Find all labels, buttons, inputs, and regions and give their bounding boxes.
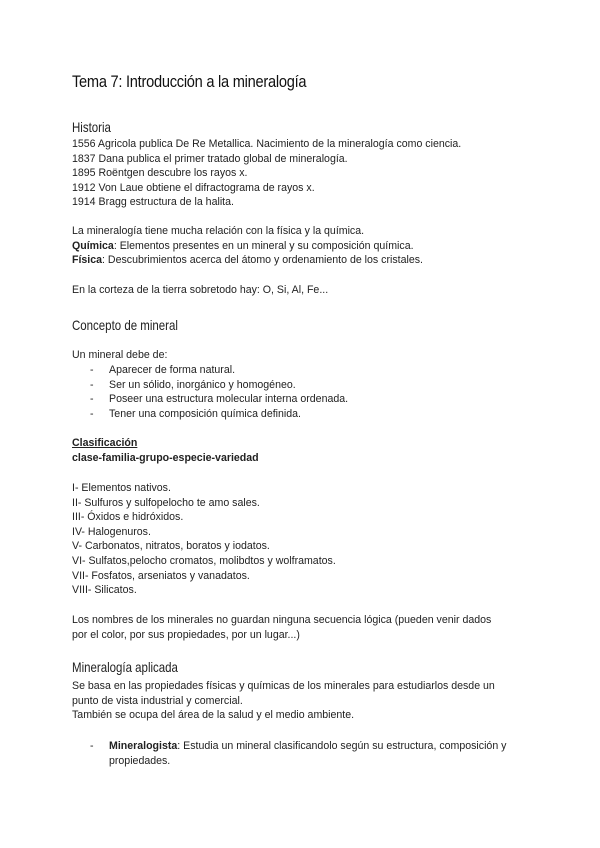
fisica-text: : Descubrimientos acerca del átomo y ordenamiento de los cristales. xyxy=(102,254,423,267)
historia-relations xyxy=(72,224,423,268)
class-item: I- Elementos nativos. xyxy=(72,482,171,494)
class-item: V- Carbonatos, nitratos, boratos y iodatos. xyxy=(72,540,270,553)
historia-events xyxy=(72,137,461,210)
mineralogista-text: : Estudia un mineral clasificandolo según su estructura, composición y propiedades. xyxy=(109,740,507,767)
dash-marker: - xyxy=(90,378,94,391)
history-event: 1837 Dana publica el primer tratado global de mineralogía. xyxy=(72,152,348,165)
dash-marker: - xyxy=(90,364,94,376)
relation-text: La mineralogía tiene mucha relación con la física y la química. xyxy=(72,225,365,237)
fisica-label: Física xyxy=(72,254,103,267)
fisica-line xyxy=(72,253,423,268)
dash-marker: - xyxy=(90,407,94,420)
clasificacion-classes xyxy=(72,481,336,598)
dash-marker: - xyxy=(90,393,94,406)
page-title: Tema 7: Introducción a la mineralogía xyxy=(72,72,307,91)
note-line: por el color, por sus propiedades, por un lugar...) xyxy=(72,628,300,641)
class-item: VIII- Silicatos. xyxy=(72,584,137,597)
aplicada-paragraphs xyxy=(72,679,495,723)
class-item: VI- Sulfatos,pelocho cromatos, molibdtos y wolframatos. xyxy=(72,554,336,567)
class-item: VII- Fosfatos, arseniatos y vanadatos. xyxy=(72,569,250,582)
section-heading-historia: Historia xyxy=(72,119,111,135)
aplicada-line: También se ocupa del área de la salud y el medio ambiente. xyxy=(72,709,355,722)
history-event: 1912 Von Laue obtiene el difractograma de rayos x. xyxy=(72,181,315,194)
clasificacion-heading: Clasificación xyxy=(72,437,138,449)
history-event: 1914 Bragg estructura de la halita. xyxy=(72,196,234,209)
clasificacion-note xyxy=(72,613,491,642)
concepto-intro: Un mineral debe de: xyxy=(72,349,168,361)
class-item: III- Óxidos e hidróxidos. xyxy=(72,511,184,524)
section-heading-aplicada: Mineralogía aplicada xyxy=(72,659,178,675)
history-event: 1556 Agricola publica De Re Metallica. Nacimiento de la mineralogía como ciencia. xyxy=(72,138,462,150)
clasificacion-subheading: clase-familia-grupo-especie-variedad xyxy=(72,451,259,464)
mineralogista-label: Mineralogista xyxy=(109,740,178,752)
dash-marker: - xyxy=(90,740,94,752)
quimica-label: Química xyxy=(72,239,114,252)
corteza-text: En la corteza de la tierra sobretodo hay: O, Si, Al, Fe... xyxy=(72,284,329,296)
aplicada-line: Se basa en las propiedades físicas y químicas de los minerales para estudiarlos desde un xyxy=(72,680,495,692)
aplicada-line: punto de vista industrial y comercial. xyxy=(72,694,243,707)
class-item: IV- Halogenuros. xyxy=(72,525,151,538)
quimica-line xyxy=(72,239,423,254)
document-page: Tema 7: Introducción a la mineralogía Historia 1556 Agricola publica De Re Metallica. Nacimiento de la mineralogía como ciencia. 1837 Dana publica el primer tratado global de mineralogía. 1895 Roëntgen descubre los rayos x. 1912 Von Laue obtiene el difractograma de rayos x. 1914 Bragg estructura de la halita. La mineralogía tiene mucha relación con la física y la química. Química: Elementos presentes en un mineral y su composición química. Física: Descubrimientos acerca del átomo y ordenamiento de los cristales. En la corteza de la tierra sobretodo hay: O, Si, Al, Fe... Concepto de mineral Un mineral debe de: - Aparecer de forma natural. - Ser un sólido, inorgánico y homogéneo. - Poseer una estructura molecular interna ordenada. - Tener una composición química definida. Clasificación clase-familia-grupo-especie-variedad I- Elementos nativos. II- Sulfuros y sulfopelocho te amo sales. III- Óxidos e hidróxidos. IV- Halogenuros. V- Carbonatos, nitratos, boratos y iodatos. VI- Sulfatos,pelocho cromatos, molibdtos y wolframatos. VII- Fosfatos, arseniatos y vanadatos. VIII- Silicatos. Los nombres de los minerales no guardan ninguna secuencia lógica (pueden venir dados por el color, por sus propiedades, por un lugar...) Mineralogía aplicada Se basa en las propiedades físicas y químicas de los minerales para estudiarlos desde un punto de vista industrial y comercial. También se ocupa del área de la salud y el medio ambiente. - Mineralogista: Estudia un mineral clasificandolo según su estructura, composición y propiedades. xyxy=(72,72,507,767)
history-event: 1895 Roëntgen descubre los rayos x. xyxy=(72,167,248,180)
note-line: Los nombres de los minerales no guardan ninguna secuencia lógica (pueden venir dados xyxy=(72,614,492,626)
section-heading-concepto: Concepto de mineral xyxy=(72,317,178,333)
clasificacion-header xyxy=(72,436,259,465)
quimica-text: : Elementos presentes en un mineral y su composición química. xyxy=(113,239,414,252)
class-item: II- Sulfuros y sulfopelocho te amo sales. xyxy=(72,496,260,509)
